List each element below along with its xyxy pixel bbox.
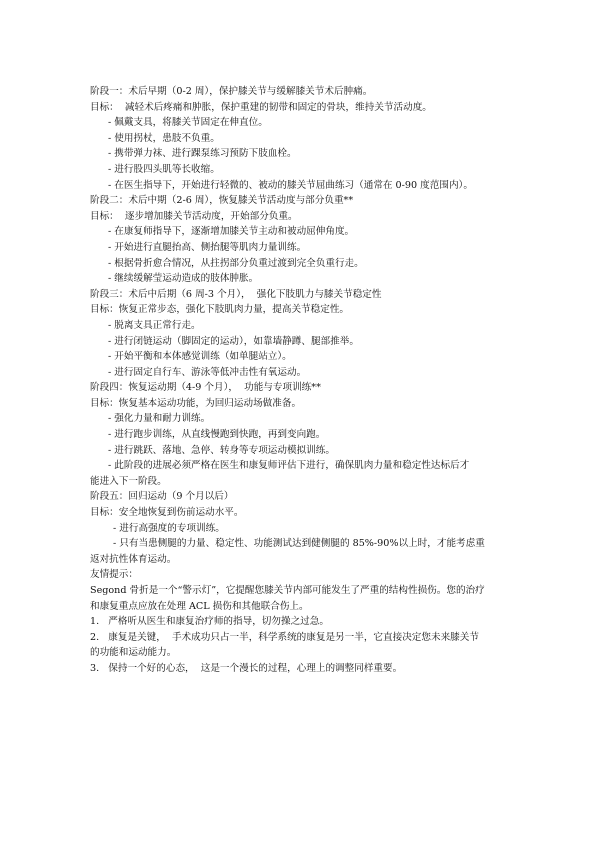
stage5-item: - 进行高强度的专项训练。 bbox=[113, 522, 225, 534]
stage5-item-cont: 返对抗性体育运动。 bbox=[90, 553, 177, 565]
tips-item-2-cont: 的功能和运动能力。 bbox=[90, 647, 177, 659]
stage1-item: - 携带弹力袜、进行踝泵练习预防下肢血栓。 bbox=[108, 148, 297, 160]
stage3-goal: 目标：恢复正常步态，强化下肢肌肉力量，提高关节稳定性。 bbox=[90, 304, 350, 316]
stage5-item: - 只有当患侧腿的力量、稳定性、功能测试达到健侧腿的 85%-90%以上时，才能考虑重 bbox=[113, 538, 485, 550]
stage1-goal: 目标： 减轻术后疼痛和肿胀，保护重建的韧带和固定的骨块，维持关节活动度。 bbox=[90, 101, 432, 113]
stage3-item: - 进行固定自行车、游泳等低冲击性有氧运动。 bbox=[108, 366, 307, 378]
stage1-title: 阶段一：术后早期（0-2 周），保护膝关节与缓解膝关节术后肿痛。 bbox=[90, 86, 373, 97]
tips-paragraph-cont: 和康复重点应放在处理 ACL 损伤和其他联合伤上。 bbox=[90, 600, 309, 612]
tips-title: 友情提示： bbox=[90, 569, 138, 581]
stage2-item: - 继续缓解莹运动造成的肢体肿胀。 bbox=[108, 273, 259, 285]
stage4-title: 阶段四：恢复运动期（4-9 个月）， 功能与专项训练** bbox=[90, 382, 321, 394]
stage1-item: - 使用拐杖，患肢不负重。 bbox=[108, 132, 220, 144]
stage2-item: - 在康复师指导下，逐渐增加膝关节主动和被动屈伸角度。 bbox=[108, 226, 355, 238]
stage3-item: - 开始平衡和本体感觉训练（如单腿站立）。 bbox=[108, 351, 292, 363]
stage3-item: - 进行闭链运动（脚固定的运动），如靠墙静蹲、腿部推举。 bbox=[108, 335, 359, 347]
stage5-goal: 目标：安全地恢复到伤前运动水平。 bbox=[90, 507, 244, 519]
stage3-item: - 脱离支具正常行走。 bbox=[108, 319, 201, 331]
stage4-item: - 进行跑步训练，从直线慢跑到快跑，再到变向跑。 bbox=[108, 429, 326, 441]
tips-paragraph: Segond 骨折是一个“警示灯”，它提醒您膝关节内部可能发生了严重的结构性损伤。您的治疗 bbox=[90, 585, 485, 596]
stage3-title: 阶段三：术后中后期（6 周-3 个月）， 强化下肢肌力与膝关节稳定性 bbox=[90, 288, 382, 300]
stage4-note-cont: 能进入下一阶段。 bbox=[90, 475, 167, 487]
stage2-goal: 目标： 逐步增加膝关节活动度，开始部分负重。 bbox=[90, 210, 298, 222]
stage2-item: - 开始进行直腿抬高、侧抬腿等肌肉力量训练。 bbox=[108, 241, 307, 253]
stage4-item: - 进行跳跃、落地、急停、转身等专项运动模拟训练。 bbox=[108, 444, 335, 456]
stage4-goal: 目标：恢复基本运动功能，为回归运动场做准备。 bbox=[90, 397, 302, 409]
stage4-note: - 此阶段的进展必须严格在医生和康复师评估下进行，确保肌肉力量和稳定性达标后才 bbox=[108, 460, 470, 472]
stage2-title: 阶段二：术后中期（2-6 周），恢复膝关节活动度与部分负重** bbox=[90, 195, 354, 207]
document-body bbox=[90, 84, 510, 677]
tips-item-2: 2. 康复是关键， 手术成功只占一半，科学系统的康复是另一半，它直接决定您未来膝关节 bbox=[90, 631, 479, 643]
stage1-item: - 进行股四头肌等长收缩。 bbox=[108, 163, 220, 175]
stage2-item: - 根据骨折愈合情况，从拄拐部分负重过渡到完全负重行走。 bbox=[108, 257, 364, 269]
tips-item-3: 3. 保持一个好的心态， 这是一个漫长的过程，心理上的调整同样重要。 bbox=[90, 662, 403, 674]
stage1-item: - 在医生指导下，开始进行轻微的、被动的膝关节屈曲练习（通常在 0-90 度范围内）。 bbox=[108, 179, 473, 191]
stage5-title: 阶段五：回归运动（9 个月以后） bbox=[90, 491, 234, 503]
tips-item-1: 1. 严格听从医生和康复治疗师的指导，切勿操之过急。 bbox=[90, 616, 329, 628]
stage4-item: - 强化力量和耐力训练。 bbox=[108, 413, 211, 425]
stage1-item: - 佩戴支具，将膝关节固定在伸直位。 bbox=[108, 117, 268, 129]
